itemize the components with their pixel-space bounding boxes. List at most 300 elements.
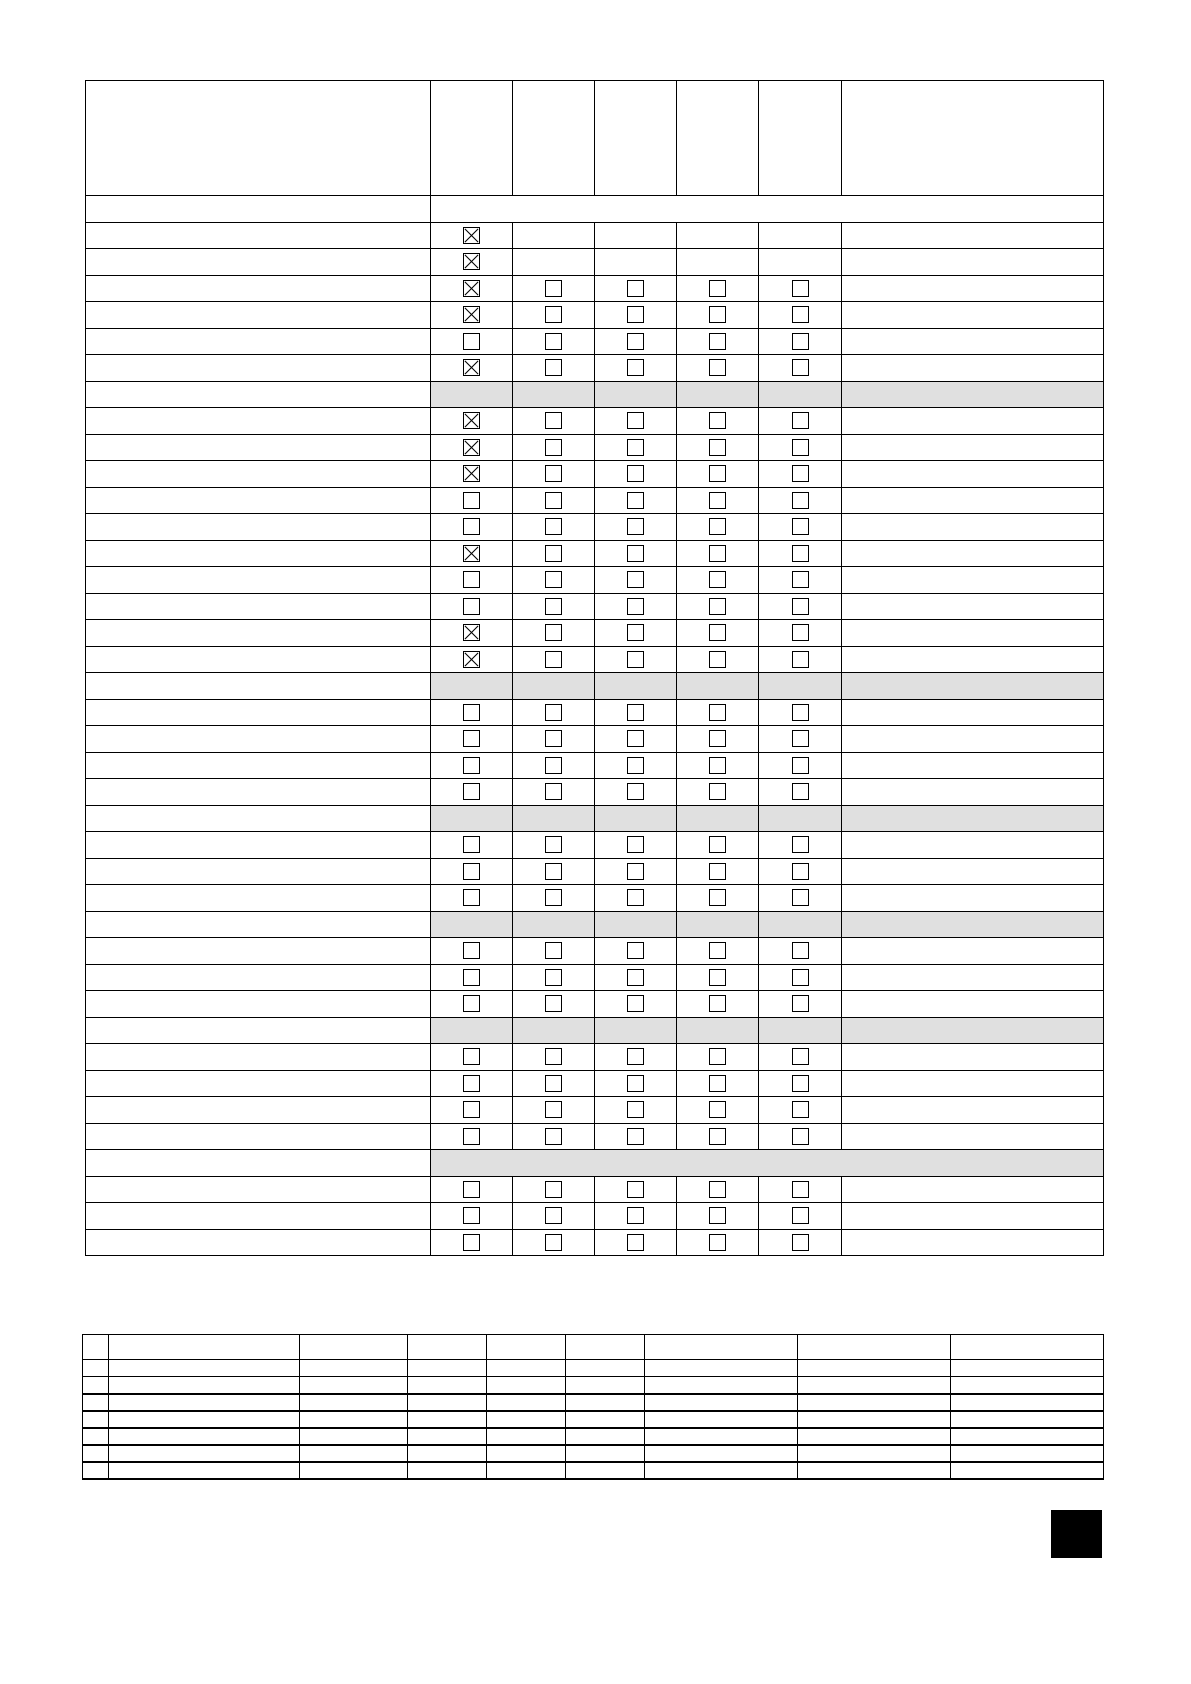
empty-box-icon[interactable]	[627, 889, 644, 906]
option-5-cell	[759, 487, 842, 514]
option-3-cell	[595, 514, 677, 541]
checklist-row	[86, 646, 1104, 673]
empty-box-icon[interactable]	[709, 1234, 726, 1251]
empty-box-icon[interactable]	[463, 704, 480, 721]
empty-box-icon[interactable]	[545, 1128, 562, 1145]
grid-cell[interactable]	[951, 1462, 1104, 1479]
option-4-cell	[677, 832, 759, 859]
empty-box-icon[interactable]	[709, 518, 726, 535]
remarks-cell[interactable]	[842, 222, 1104, 249]
empty-box-icon[interactable]	[792, 518, 809, 535]
empty-box-icon[interactable]	[463, 492, 480, 509]
empty-box-icon[interactable]	[545, 942, 562, 959]
checklist-row	[86, 1044, 1104, 1071]
grid-cell[interactable]	[798, 1360, 951, 1377]
grid-cell[interactable]	[487, 1411, 566, 1428]
empty-box-icon[interactable]	[709, 889, 726, 906]
empty-box-icon[interactable]	[463, 942, 480, 959]
grid-cell[interactable]	[951, 1411, 1104, 1428]
grid-cell[interactable]	[798, 1394, 951, 1411]
remarks-cell[interactable]	[842, 1070, 1104, 1097]
empty-box-icon[interactable]	[545, 333, 562, 350]
empty-box-icon[interactable]	[709, 730, 726, 747]
empty-box-icon[interactable]	[545, 518, 562, 535]
empty-box-icon[interactable]	[545, 995, 562, 1012]
checked-box-icon[interactable]	[463, 651, 480, 668]
empty-box-icon[interactable]	[792, 1234, 809, 1251]
empty-box-icon[interactable]	[463, 1101, 480, 1118]
remarks-cell[interactable]	[842, 540, 1104, 567]
option-1-cell	[431, 593, 513, 620]
grid-index-cell[interactable]	[83, 1394, 109, 1411]
checklist-item-label	[86, 885, 431, 912]
empty-box-icon[interactable]	[463, 1048, 480, 1065]
grid-cell[interactable]	[798, 1462, 951, 1479]
grid-index-cell[interactable]	[83, 1445, 109, 1462]
empty-box-icon[interactable]	[627, 1048, 644, 1065]
empty-box-icon[interactable]	[545, 969, 562, 986]
empty-box-icon[interactable]	[545, 412, 562, 429]
empty-box-icon[interactable]	[463, 757, 480, 774]
empty-box-icon[interactable]	[709, 1207, 726, 1224]
empty-box-icon[interactable]	[545, 1181, 562, 1198]
grid-cell[interactable]	[300, 1462, 408, 1479]
grid-cell[interactable]	[487, 1428, 566, 1445]
grid-index-cell[interactable]	[83, 1462, 109, 1479]
empty-box-icon[interactable]	[627, 783, 644, 800]
remarks-cell[interactable]	[842, 726, 1104, 753]
checklist-item-label	[86, 328, 431, 355]
empty-box-icon[interactable]	[627, 333, 644, 350]
checked-box-icon[interactable]	[463, 227, 480, 244]
empty-box-icon[interactable]	[792, 306, 809, 323]
empty-box-icon[interactable]	[792, 730, 809, 747]
option-1-cell	[431, 461, 513, 488]
grid-cell[interactable]	[645, 1360, 798, 1377]
checked-box-icon[interactable]	[463, 545, 480, 562]
remarks-cell[interactable]	[842, 487, 1104, 514]
header-option-1	[431, 81, 513, 196]
remarks-cell[interactable]	[842, 646, 1104, 673]
empty-box-icon[interactable]	[709, 836, 726, 853]
remarks-cell[interactable]	[842, 514, 1104, 541]
option-1-cell	[431, 302, 513, 329]
empty-box-icon[interactable]	[463, 333, 480, 350]
empty-box-icon[interactable]	[627, 412, 644, 429]
grid-cell[interactable]	[645, 1377, 798, 1394]
grid-cell[interactable]	[566, 1445, 645, 1462]
empty-box-icon[interactable]	[627, 1128, 644, 1145]
empty-box-icon[interactable]	[627, 942, 644, 959]
checked-box-icon[interactable]	[463, 306, 480, 323]
grid-cell[interactable]	[566, 1394, 645, 1411]
empty-box-icon[interactable]	[792, 545, 809, 562]
option-2-cell	[513, 302, 595, 329]
empty-box-icon[interactable]	[792, 1128, 809, 1145]
empty-box-icon[interactable]	[463, 1181, 480, 1198]
checked-box-icon[interactable]	[463, 359, 480, 376]
empty-box-icon[interactable]	[709, 704, 726, 721]
grid-cell[interactable]	[951, 1445, 1104, 1462]
remarks-cell[interactable]	[842, 991, 1104, 1018]
option-1-cell	[431, 1203, 513, 1230]
option-2-cell	[513, 832, 595, 859]
remarks-cell[interactable]	[842, 355, 1104, 382]
empty-box-icon[interactable]	[792, 995, 809, 1012]
empty-box-icon[interactable]	[463, 1234, 480, 1251]
checklist-item-label	[86, 355, 431, 382]
empty-box-icon[interactable]	[463, 571, 480, 588]
empty-box-icon[interactable]	[463, 863, 480, 880]
grid-cell[interactable]	[798, 1335, 951, 1360]
grid-cell[interactable]	[487, 1462, 566, 1479]
grid-index-cell[interactable]	[83, 1335, 109, 1360]
remarks-cell[interactable]	[842, 249, 1104, 276]
checklist-header-row	[86, 81, 1104, 196]
grid-cell[interactable]	[300, 1335, 408, 1360]
remarks-cell[interactable]	[842, 593, 1104, 620]
checked-box-icon[interactable]	[463, 465, 480, 482]
empty-box-icon[interactable]	[545, 624, 562, 641]
remarks-cell[interactable]	[842, 1229, 1104, 1256]
empty-box-icon[interactable]	[463, 518, 480, 535]
remarks-cell[interactable]	[842, 858, 1104, 885]
grid-cell[interactable]	[109, 1445, 300, 1462]
grid-cell[interactable]	[645, 1428, 798, 1445]
remarks-cell[interactable]	[842, 302, 1104, 329]
grid-cell[interactable]	[566, 1360, 645, 1377]
empty-box-icon[interactable]	[792, 969, 809, 986]
grid-cell[interactable]	[300, 1377, 408, 1394]
grid-cell[interactable]	[408, 1377, 487, 1394]
empty-box-icon[interactable]	[545, 757, 562, 774]
option-3-cell	[595, 302, 677, 329]
empty-box-icon[interactable]	[792, 333, 809, 350]
empty-box-icon[interactable]	[792, 1101, 809, 1118]
option-3-cell	[595, 779, 677, 806]
empty-box-icon[interactable]	[463, 1128, 480, 1145]
empty-box-icon[interactable]	[709, 863, 726, 880]
empty-box-icon[interactable]	[545, 492, 562, 509]
section-band-cell	[595, 911, 677, 938]
empty-box-icon[interactable]	[463, 969, 480, 986]
remarks-cell[interactable]	[842, 275, 1104, 302]
grid-cell[interactable]	[109, 1335, 300, 1360]
empty-box-icon[interactable]	[627, 571, 644, 588]
grid-index-cell[interactable]	[83, 1360, 109, 1377]
empty-box-icon[interactable]	[792, 439, 809, 456]
empty-box-icon[interactable]	[545, 1234, 562, 1251]
empty-box-icon[interactable]	[545, 863, 562, 880]
empty-box-icon[interactable]	[709, 1075, 726, 1092]
remarks-cell[interactable]	[842, 1123, 1104, 1150]
remarks-cell[interactable]	[842, 434, 1104, 461]
empty-box-icon[interactable]	[545, 783, 562, 800]
grid-row	[83, 1411, 1104, 1428]
empty-box-icon[interactable]	[709, 280, 726, 297]
grid-cell[interactable]	[300, 1445, 408, 1462]
grid-cell[interactable]	[645, 1335, 798, 1360]
empty-box-icon[interactable]	[709, 651, 726, 668]
remarks-cell[interactable]	[842, 699, 1104, 726]
empty-box-icon[interactable]	[709, 1101, 726, 1118]
remarks-cell[interactable]	[842, 779, 1104, 806]
checked-box-icon[interactable]	[463, 624, 480, 641]
grid-cell[interactable]	[300, 1394, 408, 1411]
empty-box-icon[interactable]	[545, 306, 562, 323]
grid-cell[interactable]	[408, 1394, 487, 1411]
remarks-cell[interactable]	[842, 832, 1104, 859]
empty-box-icon[interactable]	[709, 1128, 726, 1145]
grid-cell[interactable]	[645, 1411, 798, 1428]
empty-box-icon[interactable]	[792, 412, 809, 429]
grid-cell[interactable]	[798, 1428, 951, 1445]
checklist-item-label	[86, 964, 431, 991]
section-band-cell	[677, 911, 759, 938]
grid-cell[interactable]	[951, 1377, 1104, 1394]
option-4-cell	[677, 752, 759, 779]
grid-cell[interactable]	[798, 1411, 951, 1428]
empty-box-icon[interactable]	[792, 651, 809, 668]
empty-box-icon[interactable]	[792, 889, 809, 906]
remarks-cell[interactable]	[842, 328, 1104, 355]
empty-box-icon[interactable]	[792, 598, 809, 615]
checklist-row	[86, 222, 1104, 249]
remarks-cell[interactable]	[842, 752, 1104, 779]
remarks-cell[interactable]	[842, 1097, 1104, 1124]
checklist-row	[86, 964, 1104, 991]
empty-box-icon[interactable]	[545, 1207, 562, 1224]
empty-box-icon[interactable]	[463, 598, 480, 615]
empty-box-icon[interactable]	[792, 624, 809, 641]
empty-box-icon[interactable]	[545, 465, 562, 482]
empty-box-icon[interactable]	[545, 704, 562, 721]
empty-box-icon[interactable]	[792, 1181, 809, 1198]
grid-cell[interactable]	[487, 1360, 566, 1377]
checked-box-icon[interactable]	[463, 253, 480, 270]
empty-box-icon[interactable]	[627, 1101, 644, 1118]
empty-box-icon[interactable]	[627, 439, 644, 456]
option-5-cell	[759, 514, 842, 541]
grid-cell[interactable]	[951, 1360, 1104, 1377]
grid-cell[interactable]	[109, 1394, 300, 1411]
grid-cell[interactable]	[487, 1377, 566, 1394]
remarks-cell[interactable]	[842, 408, 1104, 435]
empty-box-icon[interactable]	[463, 836, 480, 853]
grid-cell[interactable]	[645, 1462, 798, 1479]
checked-box-icon[interactable]	[463, 412, 480, 429]
empty-box-icon[interactable]	[463, 995, 480, 1012]
checklist-row	[86, 567, 1104, 594]
empty-box-icon[interactable]	[709, 969, 726, 986]
grid-cell[interactable]	[300, 1360, 408, 1377]
empty-box-icon[interactable]	[709, 571, 726, 588]
grid-cell[interactable]	[300, 1411, 408, 1428]
empty-box-icon[interactable]	[627, 969, 644, 986]
empty-box-icon[interactable]	[792, 465, 809, 482]
section-band-cell	[842, 805, 1104, 832]
grid-cell[interactable]	[408, 1462, 487, 1479]
empty-box-icon[interactable]	[792, 836, 809, 853]
empty-box-icon[interactable]	[627, 651, 644, 668]
empty-box-icon[interactable]	[709, 412, 726, 429]
remarks-cell[interactable]	[842, 1176, 1104, 1203]
remarks-cell[interactable]	[842, 964, 1104, 991]
empty-box-icon[interactable]	[792, 280, 809, 297]
grid-cell[interactable]	[109, 1377, 300, 1394]
empty-box-icon[interactable]	[709, 492, 726, 509]
empty-box-icon[interactable]	[627, 1207, 644, 1224]
option-4-cell	[677, 1070, 759, 1097]
empty-box-icon[interactable]	[792, 942, 809, 959]
empty-box-icon[interactable]	[463, 889, 480, 906]
grid-cell[interactable]	[109, 1411, 300, 1428]
empty-box-icon[interactable]	[709, 1181, 726, 1198]
empty-box-icon[interactable]	[463, 730, 480, 747]
empty-box-icon[interactable]	[545, 280, 562, 297]
remarks-cell[interactable]	[842, 620, 1104, 647]
grid-cell[interactable]	[566, 1335, 645, 1360]
option-2-cell	[513, 487, 595, 514]
remarks-cell[interactable]	[842, 1044, 1104, 1071]
grid-cell[interactable]	[566, 1462, 645, 1479]
empty-box-icon[interactable]	[627, 280, 644, 297]
empty-box-icon[interactable]	[627, 1181, 644, 1198]
empty-box-icon[interactable]	[709, 545, 726, 562]
remarks-cell[interactable]	[842, 885, 1104, 912]
empty-box-icon[interactable]	[709, 333, 726, 350]
empty-box-icon[interactable]	[545, 889, 562, 906]
empty-box-icon[interactable]	[545, 545, 562, 562]
empty-box-icon[interactable]	[545, 1048, 562, 1065]
empty-box-icon[interactable]	[627, 704, 644, 721]
empty-box-icon[interactable]	[627, 757, 644, 774]
grid-cell[interactable]	[645, 1445, 798, 1462]
grid-cell[interactable]	[408, 1360, 487, 1377]
empty-box-icon[interactable]	[792, 1207, 809, 1224]
grid-cell[interactable]	[951, 1428, 1104, 1445]
grid-cell[interactable]	[566, 1428, 645, 1445]
grid-cell[interactable]	[408, 1411, 487, 1428]
empty-box-icon[interactable]	[792, 492, 809, 509]
grid-cell[interactable]	[408, 1335, 487, 1360]
grid-index-cell[interactable]	[83, 1411, 109, 1428]
empty-box-icon[interactable]	[545, 836, 562, 853]
empty-box-icon[interactable]	[709, 1048, 726, 1065]
grid-cell[interactable]	[408, 1445, 487, 1462]
empty-box-icon[interactable]	[792, 359, 809, 376]
checked-box-icon[interactable]	[463, 280, 480, 297]
remarks-cell[interactable]	[842, 461, 1104, 488]
grid-cell[interactable]	[109, 1428, 300, 1445]
section-title	[86, 381, 431, 408]
empty-box-icon[interactable]	[627, 1075, 644, 1092]
grid-cell[interactable]	[487, 1445, 566, 1462]
grid-cell[interactable]	[798, 1445, 951, 1462]
empty-box-icon[interactable]	[627, 730, 644, 747]
grid-cell[interactable]	[645, 1394, 798, 1411]
grid-index-cell[interactable]	[83, 1428, 109, 1445]
empty-box-icon[interactable]	[792, 863, 809, 880]
empty-box-icon[interactable]	[545, 598, 562, 615]
empty-box-icon[interactable]	[709, 783, 726, 800]
empty-box-icon[interactable]	[627, 518, 644, 535]
empty-box-icon[interactable]	[709, 942, 726, 959]
section-title	[86, 196, 431, 223]
empty-box-icon[interactable]	[709, 624, 726, 641]
empty-box-icon[interactable]	[627, 995, 644, 1012]
empty-box-icon[interactable]	[709, 306, 726, 323]
empty-box-icon[interactable]	[627, 598, 644, 615]
checklist-item-label	[86, 461, 431, 488]
empty-box-icon[interactable]	[709, 757, 726, 774]
grid-cell[interactable]	[487, 1335, 566, 1360]
grid-cell[interactable]	[109, 1360, 300, 1377]
empty-box-icon[interactable]	[627, 545, 644, 562]
option-2-cell	[513, 991, 595, 1018]
empty-box-icon[interactable]	[545, 571, 562, 588]
checked-box-icon[interactable]	[463, 439, 480, 456]
grid-cell[interactable]	[951, 1394, 1104, 1411]
empty-box-icon[interactable]	[627, 306, 644, 323]
empty-box-icon[interactable]	[627, 359, 644, 376]
remarks-cell[interactable]	[842, 1203, 1104, 1230]
empty-box-icon[interactable]	[792, 571, 809, 588]
remarks-cell[interactable]	[842, 567, 1104, 594]
option-3-cell	[595, 328, 677, 355]
empty-box-icon[interactable]	[463, 1075, 480, 1092]
empty-box-icon[interactable]	[627, 624, 644, 641]
empty-box-icon[interactable]	[792, 757, 809, 774]
empty-box-icon[interactable]	[709, 995, 726, 1012]
empty-box-icon[interactable]	[792, 783, 809, 800]
grid-row	[83, 1335, 1104, 1360]
empty-box-icon[interactable]	[709, 598, 726, 615]
checklist-item-label	[86, 1176, 431, 1203]
empty-box-icon[interactable]	[709, 465, 726, 482]
grid-cell[interactable]	[798, 1377, 951, 1394]
empty-box-icon[interactable]	[463, 783, 480, 800]
empty-box-icon[interactable]	[545, 439, 562, 456]
empty-box-icon[interactable]	[545, 1101, 562, 1118]
grid-index-cell[interactable]	[83, 1377, 109, 1394]
empty-box-icon[interactable]	[545, 1075, 562, 1092]
empty-box-icon[interactable]	[627, 465, 644, 482]
grid-cell[interactable]	[566, 1377, 645, 1394]
empty-box-icon[interactable]	[792, 1048, 809, 1065]
grid-cell[interactable]	[566, 1411, 645, 1428]
grid-cell[interactable]	[951, 1335, 1104, 1360]
empty-box-icon[interactable]	[627, 836, 644, 853]
option-5-cell	[759, 540, 842, 567]
empty-box-icon[interactable]	[545, 651, 562, 668]
empty-box-icon[interactable]	[792, 704, 809, 721]
empty-box-icon[interactable]	[463, 1207, 480, 1224]
empty-box-icon[interactable]	[627, 863, 644, 880]
grid-cell[interactable]	[408, 1428, 487, 1445]
empty-box-icon[interactable]	[709, 439, 726, 456]
grid-cell[interactable]	[487, 1394, 566, 1411]
empty-box-icon[interactable]	[545, 730, 562, 747]
remarks-cell[interactable]	[842, 938, 1104, 965]
grid-cell[interactable]	[109, 1462, 300, 1479]
empty-box-icon[interactable]	[792, 1075, 809, 1092]
empty-box-icon[interactable]	[627, 1234, 644, 1251]
empty-box-icon[interactable]	[627, 492, 644, 509]
empty-box-icon[interactable]	[709, 359, 726, 376]
grid-cell[interactable]	[300, 1428, 408, 1445]
empty-box-icon[interactable]	[545, 359, 562, 376]
